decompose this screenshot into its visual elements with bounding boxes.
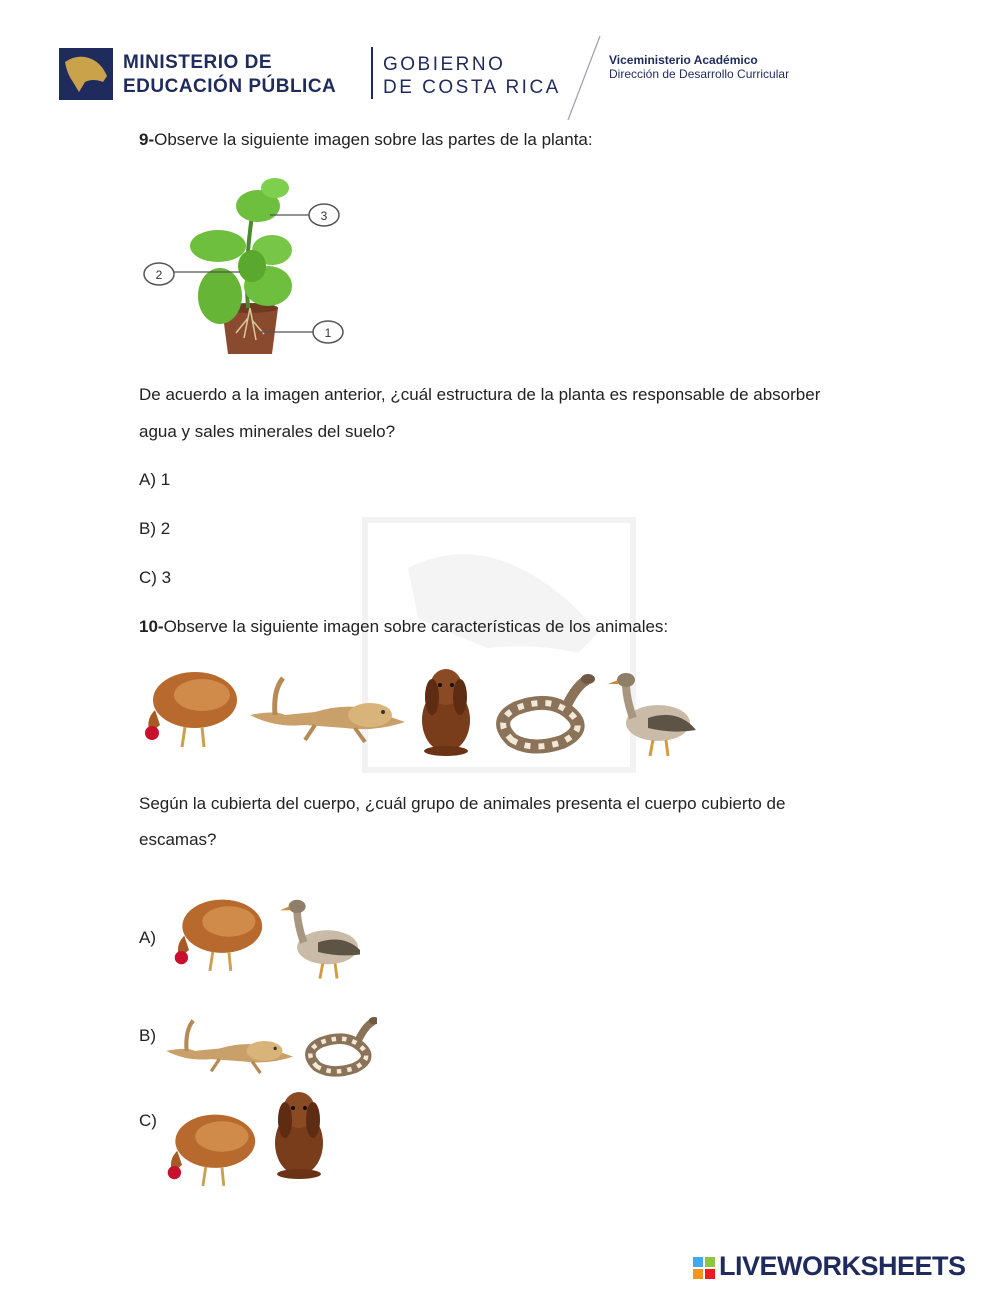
q9-number: 9- xyxy=(139,130,155,149)
hen-image xyxy=(145,672,237,747)
government-line1: GOBIERNO xyxy=(383,54,506,75)
q10-question-line1: Según la cubierta del cuerpo, ¿cuál grupo de animales presenta el cuerpo cubierto de xyxy=(139,794,786,813)
q9-question-line2: agua y sales minerales del suelo? xyxy=(139,422,396,441)
label-1: 1 xyxy=(324,326,332,340)
costa-rica-map-icon xyxy=(59,48,113,100)
q10-question-line2: escamas? xyxy=(139,830,217,849)
lizard-image xyxy=(166,1021,293,1073)
liveworksheets-logo-icon xyxy=(693,1257,715,1279)
vice-ministry-title: Viceministerio Académico xyxy=(609,53,758,67)
dog-image xyxy=(422,669,470,756)
leaf xyxy=(261,178,289,198)
q9-option-c[interactable]: C) 3 xyxy=(139,568,172,587)
q10-option-b[interactable]: B) xyxy=(139,1026,156,1045)
q9-option-a[interactable]: A) 1 xyxy=(139,470,171,489)
leaf xyxy=(238,250,266,282)
plant-diagram xyxy=(140,178,350,360)
animals-row xyxy=(140,665,700,760)
q10-option-a[interactable]: A) xyxy=(139,928,156,947)
dog-image xyxy=(275,1092,323,1179)
label-3: 3 xyxy=(320,209,328,223)
snake-image xyxy=(310,1017,377,1071)
q10-prompt xyxy=(139,617,668,637)
government-line2: DE COSTA RICA xyxy=(383,77,561,98)
duck-image xyxy=(280,900,360,979)
snake-image xyxy=(503,674,595,747)
q10-option-c[interactable]: C) xyxy=(139,1111,157,1130)
q10-prompt-text: Observe la siguiente imagen sobre características de los animales: xyxy=(163,617,669,636)
lizard-image xyxy=(250,678,405,742)
q10-option-a-image[interactable] xyxy=(170,893,360,983)
duck-image xyxy=(608,673,696,756)
leaf xyxy=(198,268,242,324)
header-slash-divider xyxy=(560,34,605,124)
leaf xyxy=(190,230,246,262)
hen-image xyxy=(175,900,262,971)
hen-image xyxy=(168,1115,255,1186)
q10-option-b-image[interactable] xyxy=(162,1014,377,1089)
ministry-name-line1: MINISTERIO DE xyxy=(123,52,273,73)
q9-prompt xyxy=(139,130,593,150)
liveworksheets-brand[interactable]: LIVEWORKSHEETS xyxy=(719,1251,966,1281)
q10-number: 10- xyxy=(139,617,164,636)
ministry-name-line2: EDUCACIÓN PÚBLICA xyxy=(123,76,337,97)
vice-ministry-subtitle: Dirección de Desarrollo Curricular xyxy=(609,67,790,81)
header-divider xyxy=(371,47,373,99)
q9-prompt-text: Observe la siguiente imagen sobre las partes de la planta: xyxy=(154,130,593,149)
q9-option-b[interactable]: B) 2 xyxy=(139,519,171,538)
ministry-logo xyxy=(59,48,113,100)
q9-question-line1: De acuerdo a la imagen anterior, ¿cuál estructura de la planta es responsable de absorber xyxy=(139,385,821,404)
label-2: 2 xyxy=(155,268,163,282)
q10-option-c-image[interactable] xyxy=(163,1088,343,1188)
